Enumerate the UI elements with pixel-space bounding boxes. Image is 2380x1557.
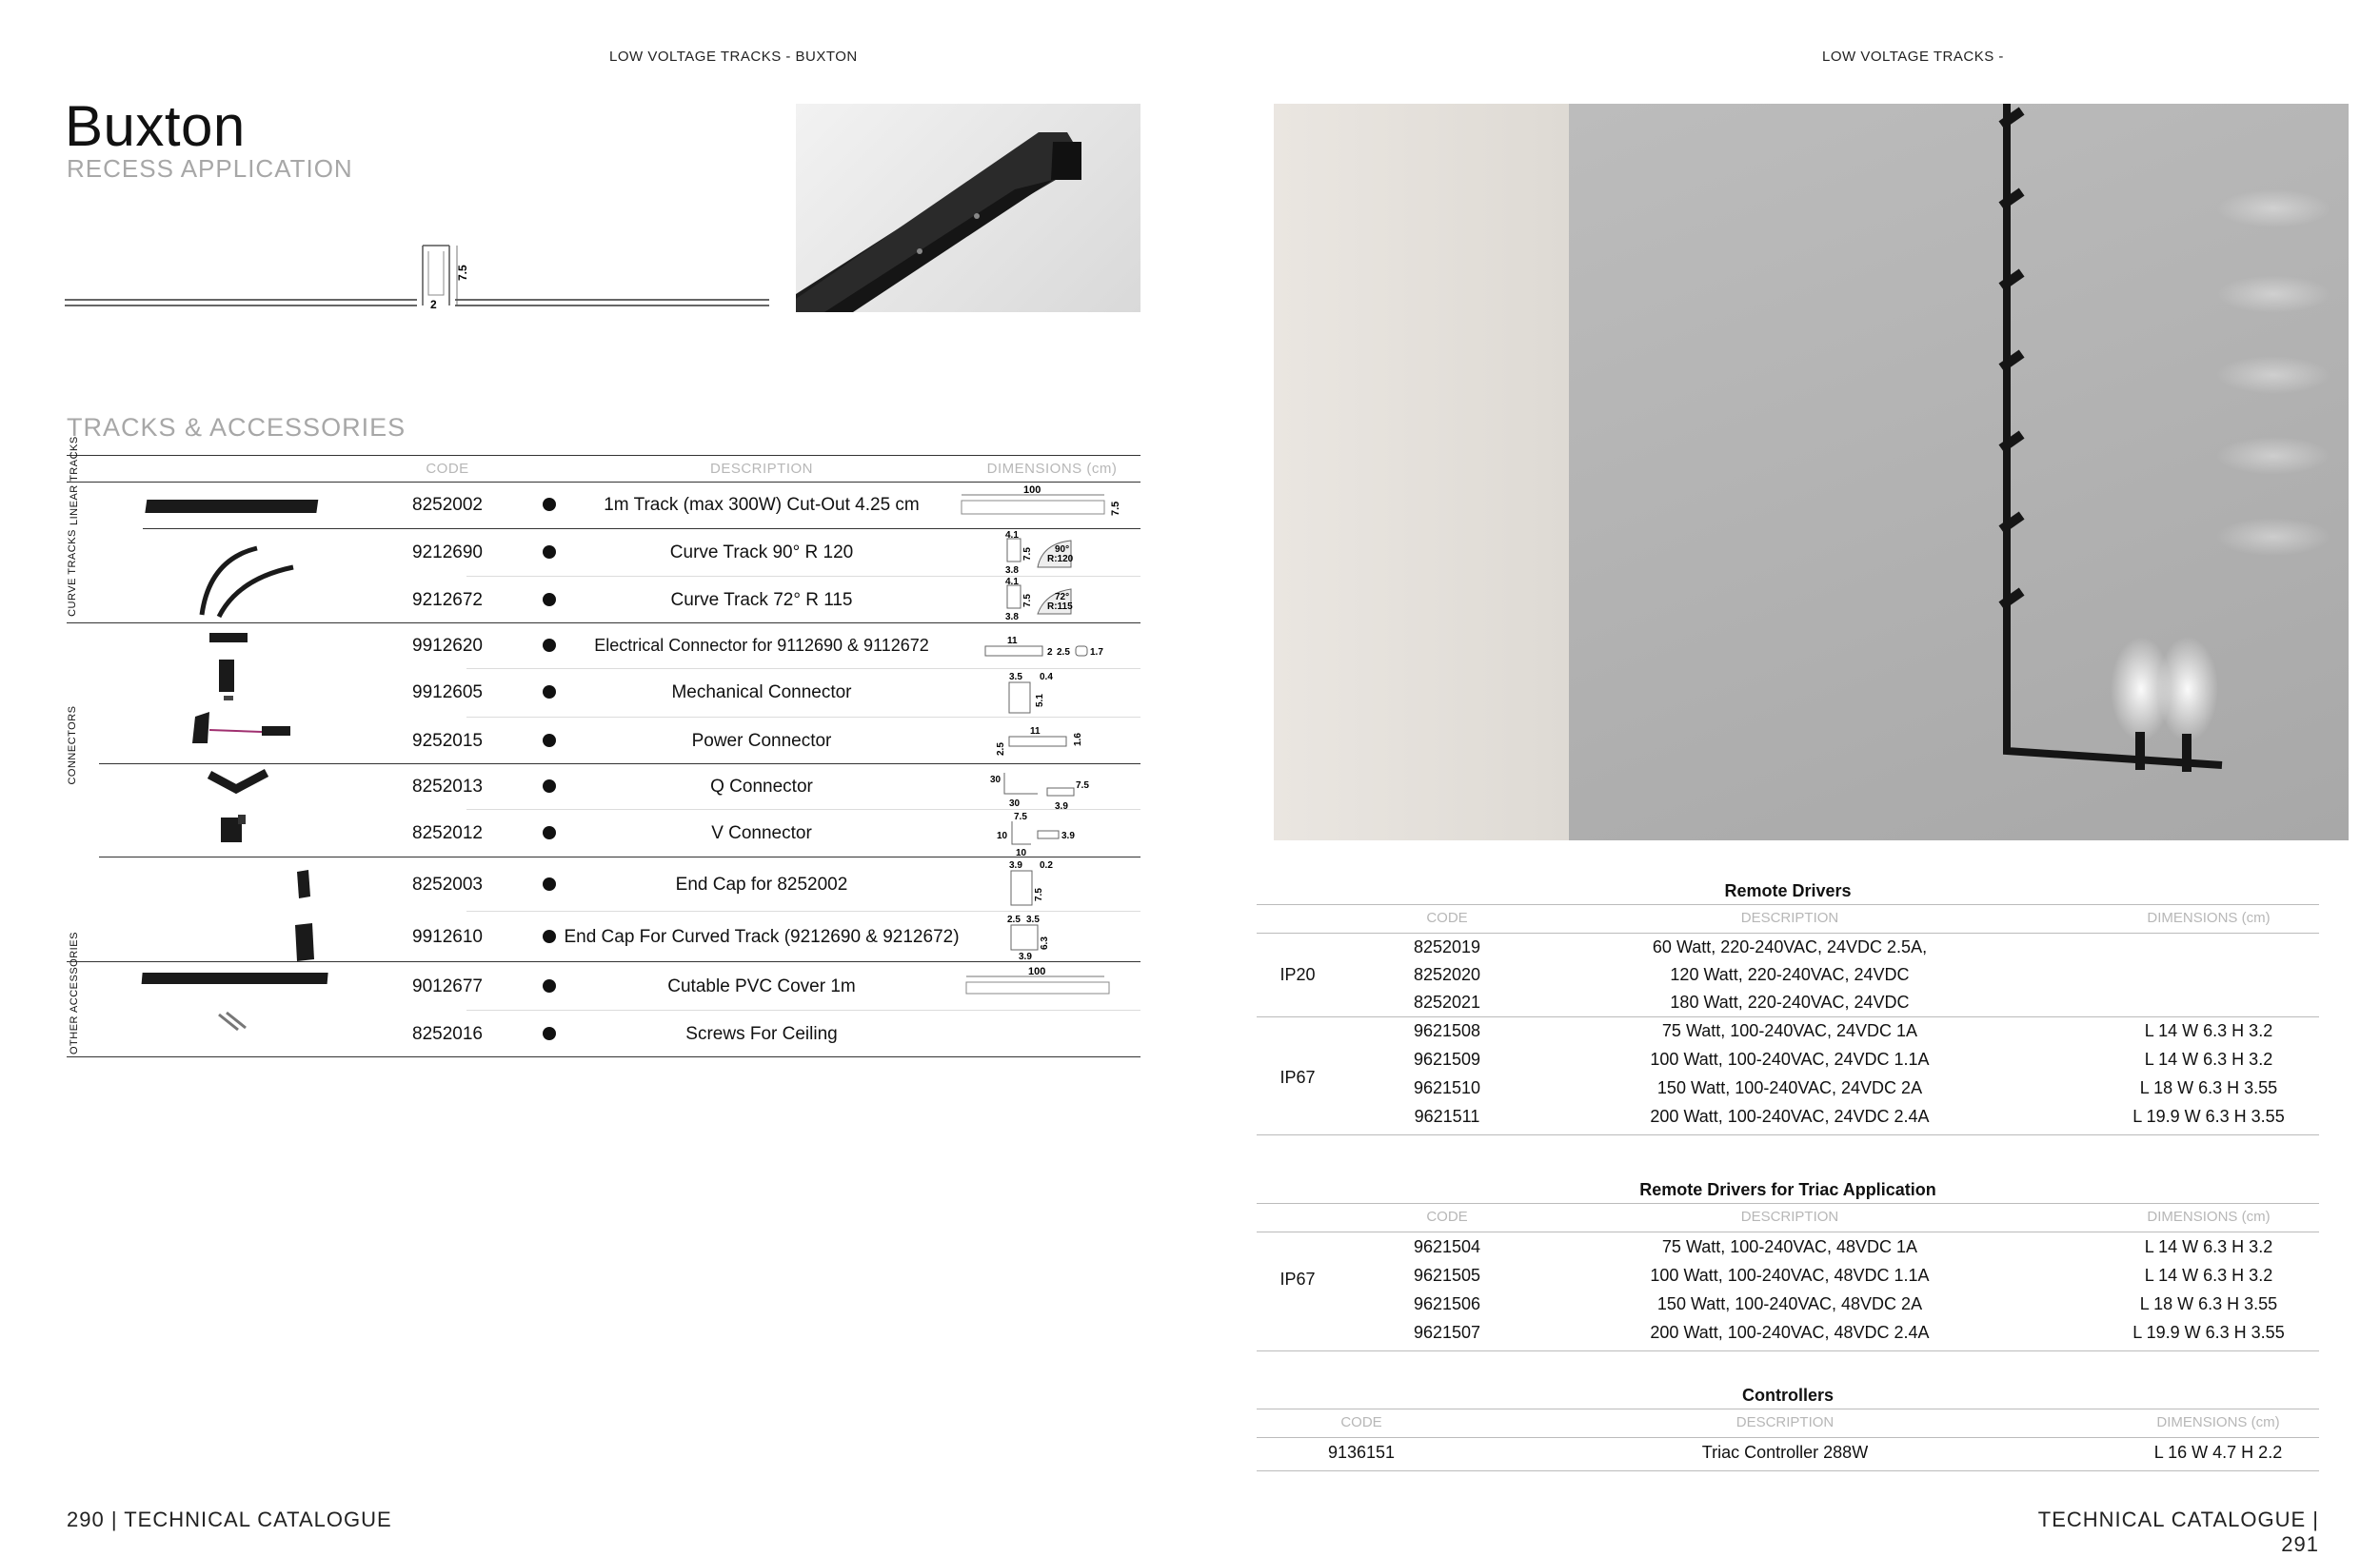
row-code: 9136151 <box>1327 1443 1396 1462</box>
section-title: TRACKS & ACCESSORIES <box>67 413 407 442</box>
dim-drawing-r3 <box>981 634 1142 662</box>
row-code: 9621507 <box>1413 1323 1481 1342</box>
row-description: 150 Watt, 100-240VAC, 48VDC 2A <box>1656 1294 1923 1313</box>
row-code: 9621506 <box>1413 1294 1481 1313</box>
end-cap-thumbnail <box>286 864 333 969</box>
dim-drawing-r7 <box>985 810 1138 857</box>
col-header-dimensions: DIMENSIONS (cm) <box>2147 910 2271 926</box>
availability-dot <box>543 779 556 793</box>
row-code: 9621509 <box>1413 1050 1481 1069</box>
right-footer: TECHNICAL CATALOGUE | 291 <box>2037 1508 2319 1556</box>
dim-label: 3.9 <box>1061 831 1075 841</box>
dim-label: R:115 <box>1047 601 1073 612</box>
group-label-connectors: CONNECTORS <box>67 705 78 785</box>
dim-drawing-r1 <box>1000 529 1142 577</box>
dim-label: 7.5 <box>1022 594 1033 607</box>
dim-label: 0.4 <box>1040 672 1053 682</box>
dim-label: 7.5 <box>1034 888 1044 901</box>
col-header-dimensions: DIMENSIONS (cm) <box>2156 1414 2280 1430</box>
row-code: 9621510 <box>1413 1078 1481 1097</box>
dim-label: 7.5 <box>1110 501 1121 516</box>
track-product-photo <box>796 104 1140 312</box>
row-description: 180 Watt, 220-240VAC, 24VDC <box>1670 993 1910 1012</box>
dim-drawing-r8 <box>1000 857 1114 910</box>
recess-profile-drawing <box>65 238 779 319</box>
availability-dot <box>543 734 556 747</box>
dim-label: 7.5 <box>1014 812 1027 822</box>
dim-label: 100 <box>1023 484 1041 496</box>
tracks-table <box>67 436 1140 1074</box>
dim-label: 5.1 <box>1035 694 1045 707</box>
row-description: Screws For Ceiling <box>685 1024 838 1044</box>
col-header-code: CODE <box>1426 1209 1468 1225</box>
availability-dot <box>543 639 556 652</box>
row-description: 200 Watt, 100-240VAC, 24VDC 2.4A <box>1650 1107 1930 1126</box>
row-code: 9621504 <box>1413 1237 1481 1256</box>
q-v-connector-thumbnail <box>200 765 295 851</box>
dim-drawing-r9 <box>1000 912 1114 961</box>
dim-label: 3.9 <box>1019 952 1032 961</box>
row-description: Cutable PVC Cover 1m <box>667 976 856 996</box>
dim-label: 2.5 <box>996 742 1006 756</box>
wall-track-photo <box>1274 104 2349 840</box>
curve-track-thumbnail <box>190 541 305 621</box>
row-dimensions: L 18 W 6.3 H 3.55 <box>2139 1294 2278 1313</box>
row-code: 9621508 <box>1413 1021 1481 1040</box>
dim-drawing-r0 <box>957 483 1147 518</box>
triac-drivers-title: Remote Drivers for Triac Application <box>1639 1180 1936 1199</box>
dim-drawing-r6 <box>981 765 1142 811</box>
dim-drawing-r10 <box>957 965 1147 999</box>
triac-drivers-table <box>1257 1176 2319 1357</box>
col-header-description: DESCRIPTION <box>1740 1209 1839 1225</box>
track-thumbnail <box>143 495 324 518</box>
row-description: End Cap for 8252002 <box>675 875 848 895</box>
row-code: 9252015 <box>412 731 483 751</box>
row-description: 100 Watt, 100-240VAC, 48VDC 1.1A <box>1650 1266 1930 1285</box>
dim-label: 1.6 <box>1073 733 1083 746</box>
dim-label: 90° <box>1055 544 1070 555</box>
availability-dot <box>543 930 556 943</box>
row-description: 200 Watt, 100-240VAC, 48VDC 2.4A <box>1650 1323 1930 1342</box>
availability-dot <box>543 979 556 993</box>
row-dimensions: L 14 W 6.3 H 3.2 <box>2144 1266 2273 1285</box>
row-code: 8252016 <box>412 1024 483 1044</box>
connectors-thumbnail <box>181 631 314 755</box>
row-description: Triac Controller 288W <box>1701 1443 1869 1462</box>
row-description: 75 Watt, 100-240VAC, 24VDC 1A <box>1661 1021 1918 1040</box>
dim-label: 3.8 <box>1005 565 1019 576</box>
col-header-dimensions: DIMENSIONS (cm) <box>2147 1209 2271 1225</box>
row-dimensions: L 19.9 W 6.3 H 3.55 <box>2132 1323 2285 1342</box>
dim-drawing-r2 <box>1000 576 1142 623</box>
row-description: 100 Watt, 100-240VAC, 24VDC 1.1A <box>1650 1050 1930 1069</box>
availability-dot <box>543 826 556 839</box>
row-description: Q Connector <box>710 777 813 797</box>
dim-label: 3.9 <box>1009 860 1022 871</box>
col-header-code: CODE <box>1340 1414 1382 1430</box>
dim-label: 6.3 <box>1040 936 1050 950</box>
row-dimensions: L 14 W 6.3 H 3.2 <box>2144 1237 2273 1256</box>
dim-label: 2.5 <box>1057 647 1070 658</box>
dim-label: 2 <box>1047 647 1053 658</box>
dim-label: 72° <box>1055 592 1070 602</box>
col-header-description: DESCRIPTION <box>1735 1414 1835 1430</box>
col-header-code: CODE <box>1426 910 1468 926</box>
dim-label: 11 <box>1030 726 1041 737</box>
row-code: 9212672 <box>412 590 483 610</box>
row-description: Electrical Connector for 9112690 & 9112672 <box>594 636 929 655</box>
remote-drivers-title: Remote Drivers <box>1724 881 1852 900</box>
row-dimensions: L 16 W 4.7 H 2.2 <box>2153 1443 2283 1462</box>
profile-width-label: 2 <box>430 298 437 311</box>
group-label-linear: LINEAR TRACKS <box>69 436 80 525</box>
row-description: 150 Watt, 100-240VAC, 24VDC 2A <box>1656 1078 1923 1097</box>
row-description: Curve Track 72° R 115 <box>670 590 853 610</box>
profile-height-label: 7.5 <box>456 265 469 281</box>
dim-label: 3.5 <box>1009 672 1022 682</box>
group-label-other: OTHER ACCESSORIES <box>69 932 80 1054</box>
dim-label: 100 <box>1028 966 1046 977</box>
dim-label: 30 <box>1009 798 1021 809</box>
dim-label: 3.5 <box>1026 915 1040 925</box>
row-code: 9912605 <box>412 682 483 702</box>
row-code: 9621505 <box>1413 1266 1481 1285</box>
ip-rating: IP67 <box>1279 1068 1316 1087</box>
controllers-table <box>1257 1382 2319 1477</box>
dim-label: 10 <box>997 831 1008 841</box>
row-description: 1m Track (max 300W) Cut-Out 4.25 cm <box>604 495 920 515</box>
row-description: Curve Track 90° R 120 <box>669 542 854 562</box>
dim-label: 7.5 <box>1022 547 1033 561</box>
row-dimensions: L 14 W 6.3 H 3.2 <box>2144 1050 2273 1069</box>
row-code: 8252003 <box>412 875 483 895</box>
dim-label: 1.7 <box>1090 647 1103 658</box>
row-description: V Connector <box>711 823 812 843</box>
row-description: 75 Watt, 100-240VAC, 48VDC 1A <box>1661 1237 1918 1256</box>
dim-label: 30 <box>990 775 1002 785</box>
dim-drawing-r4 <box>1000 669 1114 719</box>
row-description: 60 Watt, 220-240VAC, 24VDC 2.5A, <box>1652 937 1928 956</box>
availability-dot <box>543 498 556 511</box>
cover-screws-thumbnail <box>133 969 343 1040</box>
row-code: 9012677 <box>412 976 483 996</box>
row-code: 9912620 <box>412 636 483 656</box>
availability-dot <box>543 685 556 699</box>
row-code: 8252020 <box>1413 965 1481 984</box>
remote-drivers-table <box>1257 877 2319 1139</box>
row-code: 8252012 <box>412 823 483 843</box>
dim-label: 3.9 <box>1055 801 1068 811</box>
dim-label: 11 <box>1007 636 1018 646</box>
dim-label: 7.5 <box>1076 780 1089 791</box>
row-dimensions: L 19.9 W 6.3 H 3.55 <box>2132 1107 2285 1126</box>
row-code: 8252021 <box>1413 993 1481 1012</box>
left-running-header: LOW VOLTAGE TRACKS - BUXTON <box>609 49 858 65</box>
row-description: End Cap For Curved Track (9212690 & 9212672) <box>564 927 960 947</box>
dim-label: 4.1 <box>1005 530 1019 541</box>
row-description: Mechanical Connector <box>671 682 852 702</box>
availability-dot <box>543 545 556 559</box>
row-dimensions: L 18 W 6.3 H 3.55 <box>2139 1078 2278 1097</box>
controllers-title: Controllers <box>1741 1386 1834 1405</box>
row-code: 8252013 <box>412 777 483 797</box>
col-header-dimensions: DIMENSIONS (cm) <box>986 461 1118 477</box>
row-description: 120 Watt, 220-240VAC, 24VDC <box>1670 965 1910 984</box>
availability-dot <box>543 1027 556 1040</box>
availability-dot <box>543 877 556 891</box>
availability-dot <box>543 593 556 606</box>
dim-label: 2.5 <box>1007 915 1021 925</box>
row-code: 9912610 <box>412 927 483 947</box>
page-title: Buxton <box>65 94 246 158</box>
dim-label: 0.2 <box>1040 860 1053 871</box>
row-code: 9212690 <box>412 542 483 562</box>
row-dimensions: L 14 W 6.3 H 3.2 <box>2144 1021 2273 1040</box>
dim-label: 3.8 <box>1005 612 1019 622</box>
col-header-description: DESCRIPTION <box>1740 910 1839 926</box>
ip-rating: IP20 <box>1279 965 1316 984</box>
page-subtitle: RECESS APPLICATION <box>67 154 353 183</box>
ip-rating: IP67 <box>1279 1270 1316 1289</box>
dim-label: 10 <box>1016 848 1027 857</box>
row-code: 9621511 <box>1414 1107 1480 1126</box>
row-code: 8252002 <box>412 495 483 515</box>
right-running-header: LOW VOLTAGE TRACKS - <box>1822 49 2004 65</box>
row-description: Power Connector <box>691 731 832 751</box>
dim-label: 4.1 <box>1005 577 1019 587</box>
col-header-description: DESCRIPTION <box>709 461 813 477</box>
group-label-curve: CURVE TRACKS <box>67 529 78 617</box>
dim-drawing-r5 <box>990 718 1123 761</box>
dim-label: R:120 <box>1047 554 1074 564</box>
row-code: 8252019 <box>1413 937 1481 956</box>
col-header-code: CODE <box>426 461 469 477</box>
left-footer: 290 | TECHNICAL CATALOGUE <box>67 1508 392 1531</box>
